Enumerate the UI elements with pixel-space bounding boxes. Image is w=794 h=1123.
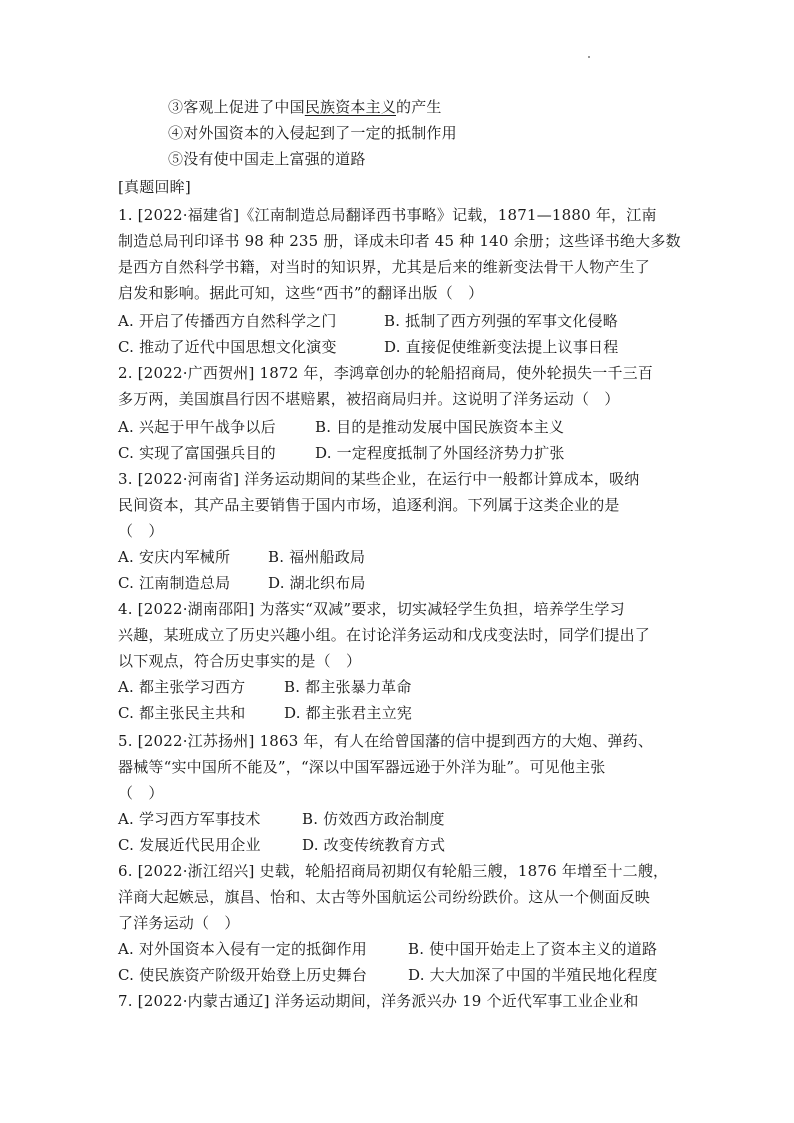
q6-stem-line: 洋商大起嫉忌，旗昌、怡和、太古等外国航运公司纷纷跌价。这从一个侧面反映 — [118, 888, 651, 906]
q4-stem-line: 4. [2022·湖南邵阳] 为落实“双减”要求，切实减轻学生负担，培养学生学习 — [118, 600, 625, 618]
q1-options-row — [118, 334, 618, 360]
q2-option-b[interactable]: B. 目的是推动发展中国民族资本主义 — [315, 418, 565, 436]
q1-option-d[interactable]: D. 直接促使维新变法提上议事日程 — [384, 338, 619, 356]
q2-option-c[interactable]: C. 实现了富国强兵目的 — [118, 444, 276, 462]
q6-option-a[interactable]: A. 对外国资本入侵有一定的抵御作用 — [118, 940, 367, 958]
section-title: [真题回眸] — [118, 178, 191, 196]
q6-options-row — [118, 936, 657, 962]
q4-options-row — [118, 700, 412, 726]
q2-options-row — [118, 440, 565, 466]
q6-stem-line: 了洋务运动（ ） — [118, 914, 240, 932]
q5-option-a[interactable]: A. 学习西方军事技术 — [118, 810, 261, 828]
intro-item-5: ⑤没有使中国走上富强的道路 — [168, 150, 366, 168]
q1-options-row — [118, 308, 618, 334]
q6-stem-line: 6. [2022·浙江绍兴] 史载，轮船招商局初期仅有轮船三艘，1876 年增至十二艘， — [118, 862, 669, 880]
q6-options-row — [118, 962, 658, 988]
q4-options-row — [118, 674, 412, 700]
q4-option-a[interactable]: A. 都主张学习西方 — [118, 678, 246, 696]
q3-stem-line: （ ） — [118, 522, 164, 540]
q2-options-row — [118, 414, 564, 440]
q7-stem-line: 7. [2022·内蒙古通辽] 洋务运动期间，洋务派兴办 19 个近代军事工业企业和 — [118, 992, 639, 1010]
intro-item-3 — [168, 94, 442, 120]
q1-stem-line: 1. [2022·福建省]《江南制造总局翻译西书事略》记载，1871—1880 年，江南 — [118, 206, 657, 224]
q4-stem-line: 兴趣，某班成立了历史兴趣小组。在讨论洋务运动和戊戌变法时，同学们提出了 — [118, 626, 651, 644]
q2-option-a[interactable]: A. 兴起于甲午战争以后 — [118, 418, 276, 436]
q3-options-row — [118, 544, 365, 570]
q1-option-a[interactable]: A. 开启了传播西方自然科学之门 — [118, 312, 337, 330]
q5-stem-line: 器械等“实中国所不能及”，“深以中国军器远逊于外洋为耻”。可见他主张 — [118, 758, 606, 776]
q3-option-a[interactable]: A. 安庆内军械所 — [118, 548, 231, 566]
q6-option-d[interactable]: D. 大大加深了中国的半殖民地化程度 — [408, 966, 658, 984]
q3-stem-line: 民间资本，其产品主要销售于国内市场，追逐利润。下列属于这类企业的是 — [118, 496, 620, 514]
q5-option-c[interactable]: C. 发展近代民用企业 — [118, 836, 261, 854]
q5-options-row — [118, 832, 445, 858]
q2-option-d[interactable]: D. 一定程度抵制了外国经济势力扩张 — [315, 444, 565, 462]
q3-option-c[interactable]: C. 江南制造总局 — [118, 574, 231, 592]
q1-option-c[interactable]: C. 推动了近代中国思想文化演变 — [118, 338, 337, 356]
q1-stem-line: 启发和影响。据此可知，这些“西书”的翻译出版（ ） — [118, 284, 484, 302]
q3-option-d[interactable]: D. 湖北织布局 — [268, 574, 366, 592]
q6-option-c[interactable]: C. 使民族资产阶级开始登上历史舞台 — [118, 966, 368, 984]
intro-item-3-underlined: 民族资本主义 — [304, 98, 397, 116]
q4-option-b[interactable]: B. 都主张暴力革命 — [284, 678, 412, 696]
intro-item-3-after: 的产生 — [396, 98, 442, 116]
q5-option-b[interactable]: B. 仿效西方政治制度 — [302, 810, 445, 828]
q4-option-d[interactable]: D. 都主张君主立宪 — [284, 704, 413, 722]
q1-option-b[interactable]: B. 抵制了西方列强的军事文化侵略 — [384, 312, 618, 330]
q4-stem-line: 以下观点，符合历史事实的是（ ） — [118, 652, 362, 670]
q3-option-b[interactable]: B. 福州船政局 — [268, 548, 366, 566]
q6-option-b[interactable]: B. 使中国开始走上了资本主义的道路 — [408, 940, 658, 958]
q2-stem-line: 2. [2022·广西贺州] 1872 年，李鸿章创办的轮船招商局，使外轮损失一千三百 — [118, 364, 654, 382]
intro-item-4: ④对外国资本的入侵起到了一定的抵制作用 — [168, 124, 457, 142]
q5-stem-line: （ ） — [118, 784, 164, 802]
q5-option-d[interactable]: D. 改变传统教育方式 — [302, 836, 446, 854]
q2-stem-line: 多万两，美国旗昌行因不堪赔累，被招商局归并。这说明了洋务运动（ ） — [118, 390, 620, 408]
q3-stem-line: 3. [2022·河南省] 洋务运动期间的某些企业，在运行中一般都计算成本，吸纳 — [118, 470, 640, 488]
q1-stem-line: 制造总局刊印译书 98 种 235 册，译成未印者 45 种 140 余册；这些译书绝大多数 — [118, 232, 681, 250]
q5-options-row — [118, 806, 445, 832]
q5-stem-line: 5. [2022·江苏扬州] 1863 年，有人在给曾国藩的信中提到西方的大炮、弹药、 — [118, 732, 654, 750]
intro-item-3-before: ③客观上促进了中国 — [168, 98, 305, 116]
q1-stem-line: 是西方自然科学书籍，对当时的知识界，尤其是后来的维新变法骨干人物产生了 — [118, 258, 651, 276]
scan-dot — [588, 56, 590, 58]
q3-options-row — [118, 570, 366, 596]
q4-option-c[interactable]: C. 都主张民主共和 — [118, 704, 246, 722]
